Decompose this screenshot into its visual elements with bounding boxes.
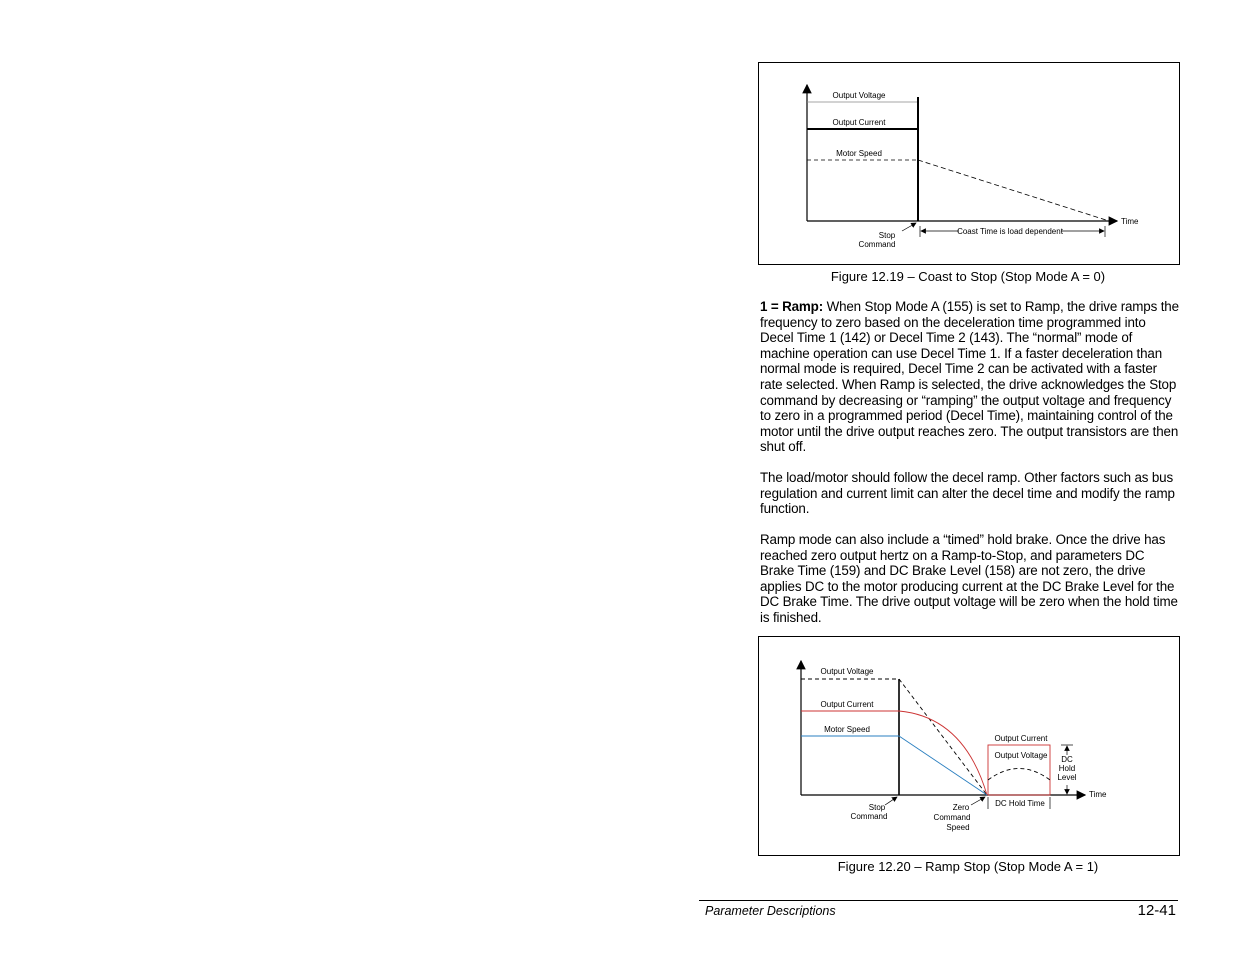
label-command: Command bbox=[858, 240, 896, 249]
label-output-voltage-dc: Output Voltage bbox=[994, 751, 1048, 760]
label-stop: Stop bbox=[868, 803, 886, 812]
label-zero-command: Command bbox=[933, 813, 971, 822]
figure-coast-to-stop bbox=[758, 62, 1180, 265]
ramp-stop-diagram bbox=[759, 637, 1179, 855]
figure-caption-12-19: Figure 12.19 – Coast to Stop (Stop Mode A = 0) bbox=[830, 269, 1106, 284]
paragraph-ramp-lead: 1 = Ramp: bbox=[760, 299, 824, 314]
paragraph-ramp-body: When Stop Mode A (155) is set to Ramp, the drive ramps the frequency to zero based on the deceleration time programmed into Decel Time 1 (142) or Decel Time 2 (143). The “normal” mode of machine operation can use Decel Time 1. If a faster deceleration than normal mode is required, Decel Time 2 can be activated with a faster rate selected. When Ramp is selected, the drive acknowledges the Stop command by decreasing or “ramping” the output voltage and frequency to zero in a programmed period (Decel Time), maintaining control of the motor until the drive output reaches zero. The output transistors are then shut off. bbox=[760, 299, 1179, 455]
label-motor-speed: Motor Speed bbox=[824, 725, 870, 734]
label-coast-time: Coast Time is load dependent bbox=[957, 227, 1063, 236]
label-level: Level bbox=[1057, 773, 1077, 782]
label-output-current: Output Current bbox=[820, 700, 874, 709]
page-number: 12-41 bbox=[1137, 902, 1176, 919]
figure-ramp-stop bbox=[758, 636, 1180, 856]
stop-pointer bbox=[885, 797, 897, 805]
label-hold: Hold bbox=[1058, 764, 1076, 773]
paragraph-hold-brake: Ramp mode can also include a “timed” hold brake. Once the drive has reached zero output hertz on a Ramp-to-Stop, and parameters DC Brake Time (159) and DC Brake Level (158) are not zero, the drive applies DC to the motor producing current at the DC Brake Level for the DC Brake Time. The drive output voltage will be zero when the hold time is finished. bbox=[760, 532, 1178, 625]
label-output-voltage: Output Voltage bbox=[820, 667, 874, 676]
output-current-decay-curve bbox=[899, 711, 987, 795]
label-speed: Speed bbox=[946, 823, 970, 832]
paragraph-decel: The load/motor should follow the decel ramp. Other factors such as bus regulation and current limit can alter the decel time and modify the ramp function. bbox=[760, 470, 1175, 517]
zero-speed-pointer bbox=[971, 797, 985, 805]
motor-speed-ramp-line bbox=[899, 736, 987, 795]
label-output-current: Output Current bbox=[832, 118, 886, 127]
label-dc: DC bbox=[1061, 755, 1073, 764]
coast-to-stop-diagram bbox=[759, 63, 1179, 264]
paragraph-ramp bbox=[760, 299, 1180, 455]
label-time: Time bbox=[1089, 790, 1107, 799]
dc-hold-voltage-curve bbox=[988, 769, 1050, 781]
label-zero: Zero bbox=[952, 803, 970, 812]
label-command: Command bbox=[850, 812, 888, 821]
motor-speed-coast-line bbox=[918, 160, 1109, 221]
label-stop: Stop bbox=[878, 231, 896, 240]
label-output-voltage: Output Voltage bbox=[832, 91, 886, 100]
figure-caption-12-20: Figure 12.20 – Ramp Stop (Stop Mode A = 1) bbox=[837, 859, 1099, 874]
label-time: Time bbox=[1121, 217, 1139, 226]
label-dc-hold-time: DC Hold Time bbox=[995, 799, 1045, 808]
footer-section-title: Parameter Descriptions bbox=[705, 904, 836, 918]
stop-pointer bbox=[902, 223, 916, 231]
label-motor-speed: Motor Speed bbox=[836, 149, 882, 158]
label-output-current-dc: Output Current bbox=[994, 734, 1048, 743]
output-voltage-ramp-line bbox=[899, 679, 987, 795]
footer-rule bbox=[699, 900, 1178, 901]
